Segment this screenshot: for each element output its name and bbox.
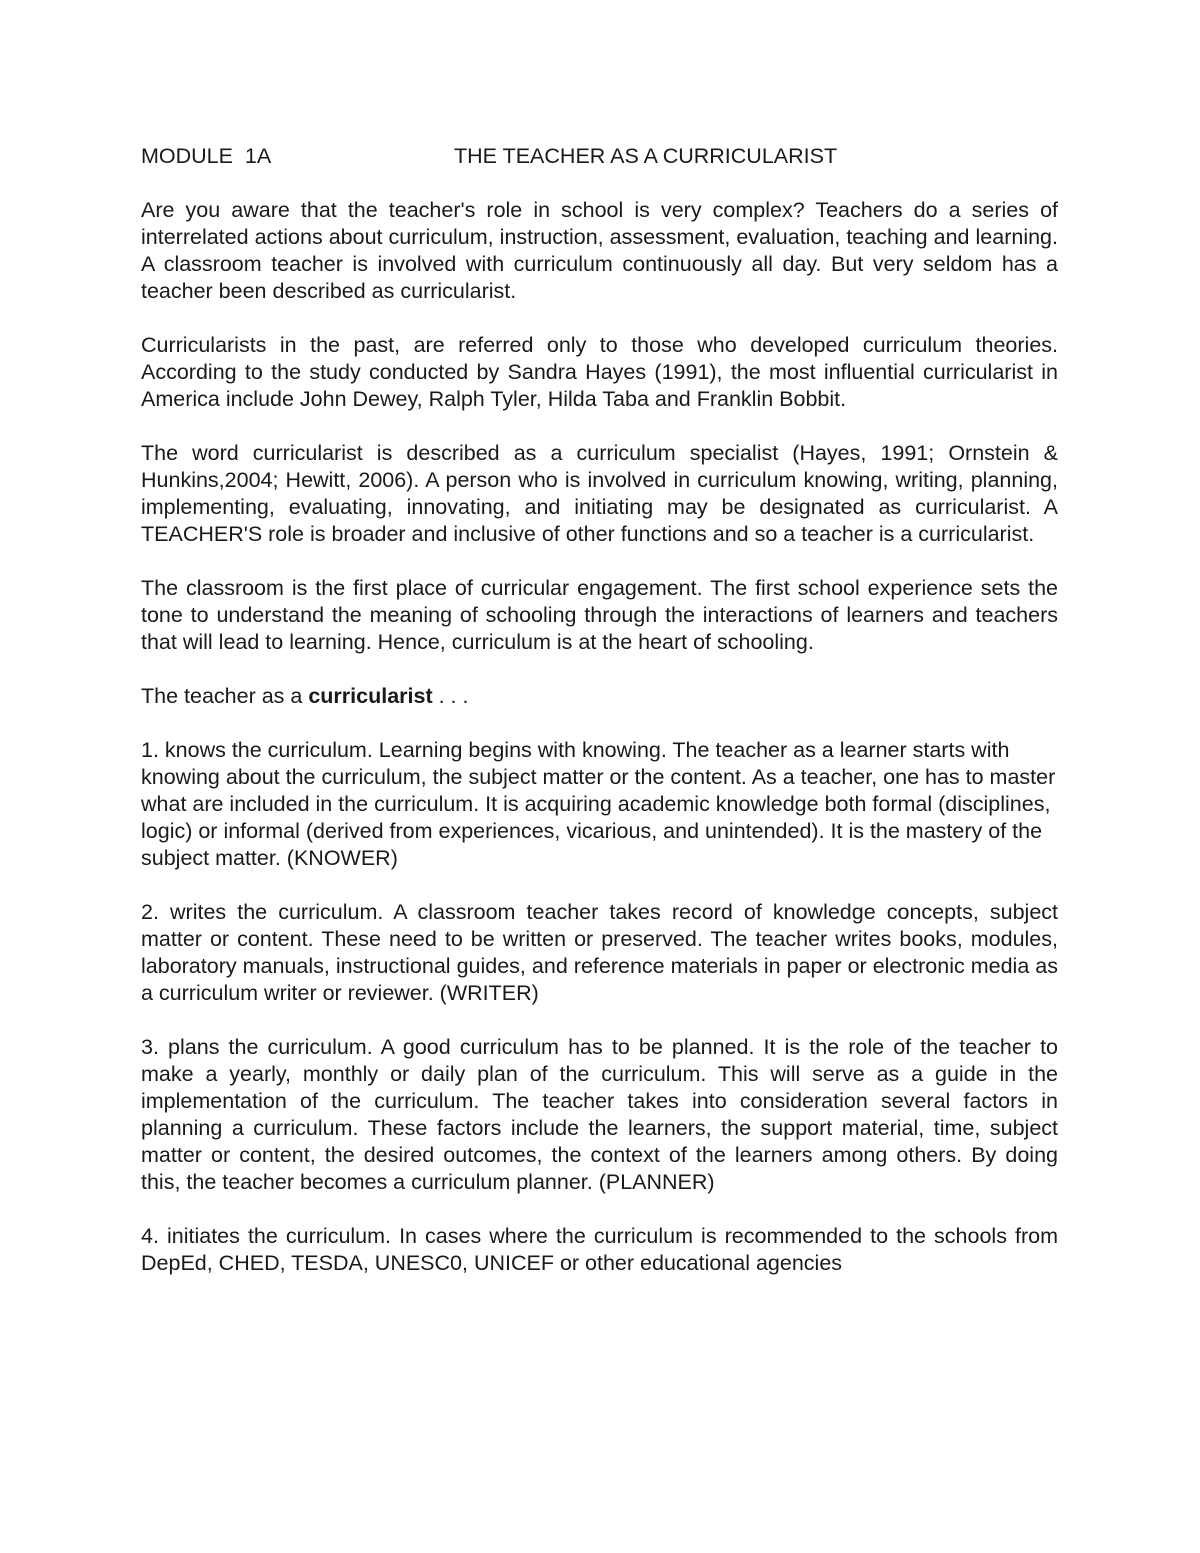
intro-line-bold: curricularist <box>308 684 433 708</box>
list-item-writer: 2. writes the curriculum. A classroom teacher takes record of knowledge concepts, subject matter or content. These need to be written or preserved. The teacher writes books, modules, laboratory manuals, instructional guides, and reference materials in paper or electronic media as a curriculum writer or reviewer. (WRITER) <box>141 900 1058 1005</box>
intro-paragraph: Are you aware that the teacher's role in school is very complex? Teachers do a series of interrelated actions about curriculum, instruction, assessment, evaluation, teaching and learning. A classroom teacher is involved with curriculum continuously all day. But very seldom has a teacher been described as curricularist. <box>141 198 1058 303</box>
teacher-as-curricularist-line <box>141 683 1058 710</box>
definition-paragraph: The word curricularist is described as a curriculum specialist (Hayes, 1991; Ornstein & Hunkins,2004; Hewitt, 2006). A person who is involved in curriculum knowing, writing, planning, implementing, evaluating, innovating, and initiating may be designated as curricularist. A TEACHER'S role is broader and inclusive of other functions and so a teacher is a curricularist. <box>141 441 1058 546</box>
curricularists-history-paragraph: Curricularists in the past, are referred only to those who developed curriculum theories. According to the study conducted by Sandra Hayes (1991), the most influential curricularist in America include John Dewey, Ralph Tyler, Hilda Taba and Franklin Bobbit. <box>141 333 1058 411</box>
intro-line-prefix: The teacher as a <box>141 684 309 708</box>
list-item-knower: 1. knows the curriculum. Learning begins with knowing. The teacher as a learner starts with knowing about the curriculum, the subject matter or the content. As a teacher, one has to master what are included in the curriculum. It is acquiring academic knowledge both formal (disciplines, logic) or informal (derived from experiences, vicarious, and unintended). It is the mastery of the subject matter. (KNOWER) <box>141 738 1056 870</box>
module-title: THE TEACHER AS A CURRICULARIST <box>454 144 838 168</box>
list-item-planner: 3. plans the curriculum. A good curriculum has to be planned. It is the role of the teacher to make a yearly, monthly or daily plan of the curriculum. This will serve as a guide in the implementation of the curriculum. The teacher takes into consideration several factors in planning a curriculum. These factors include the learners, the support material, time, subject matter or content, the desired outcomes, the context of the learners among others. By doing this, the teacher becomes a curriculum planner. (PLANNER) <box>141 1035 1058 1194</box>
intro-line-suffix: . . . <box>432 684 469 708</box>
module-number: MODULE 1A <box>141 144 272 168</box>
classroom-paragraph: The classroom is the first place of curricular engagement. The first school experience sets the tone to understand the meaning of schooling through the interactions of learners and teachers that will lead to learning. Hence, curriculum is at the heart of schooling. <box>141 576 1058 654</box>
document-page <box>141 143 1058 1304</box>
module-heading <box>141 143 1058 170</box>
list-item-initiator: 4. initiates the curriculum. In cases where the curriculum is recommended to the schools from DepEd, CHED, TESDA, UNESC0, UNICEF or other educational agencies <box>141 1224 1058 1275</box>
